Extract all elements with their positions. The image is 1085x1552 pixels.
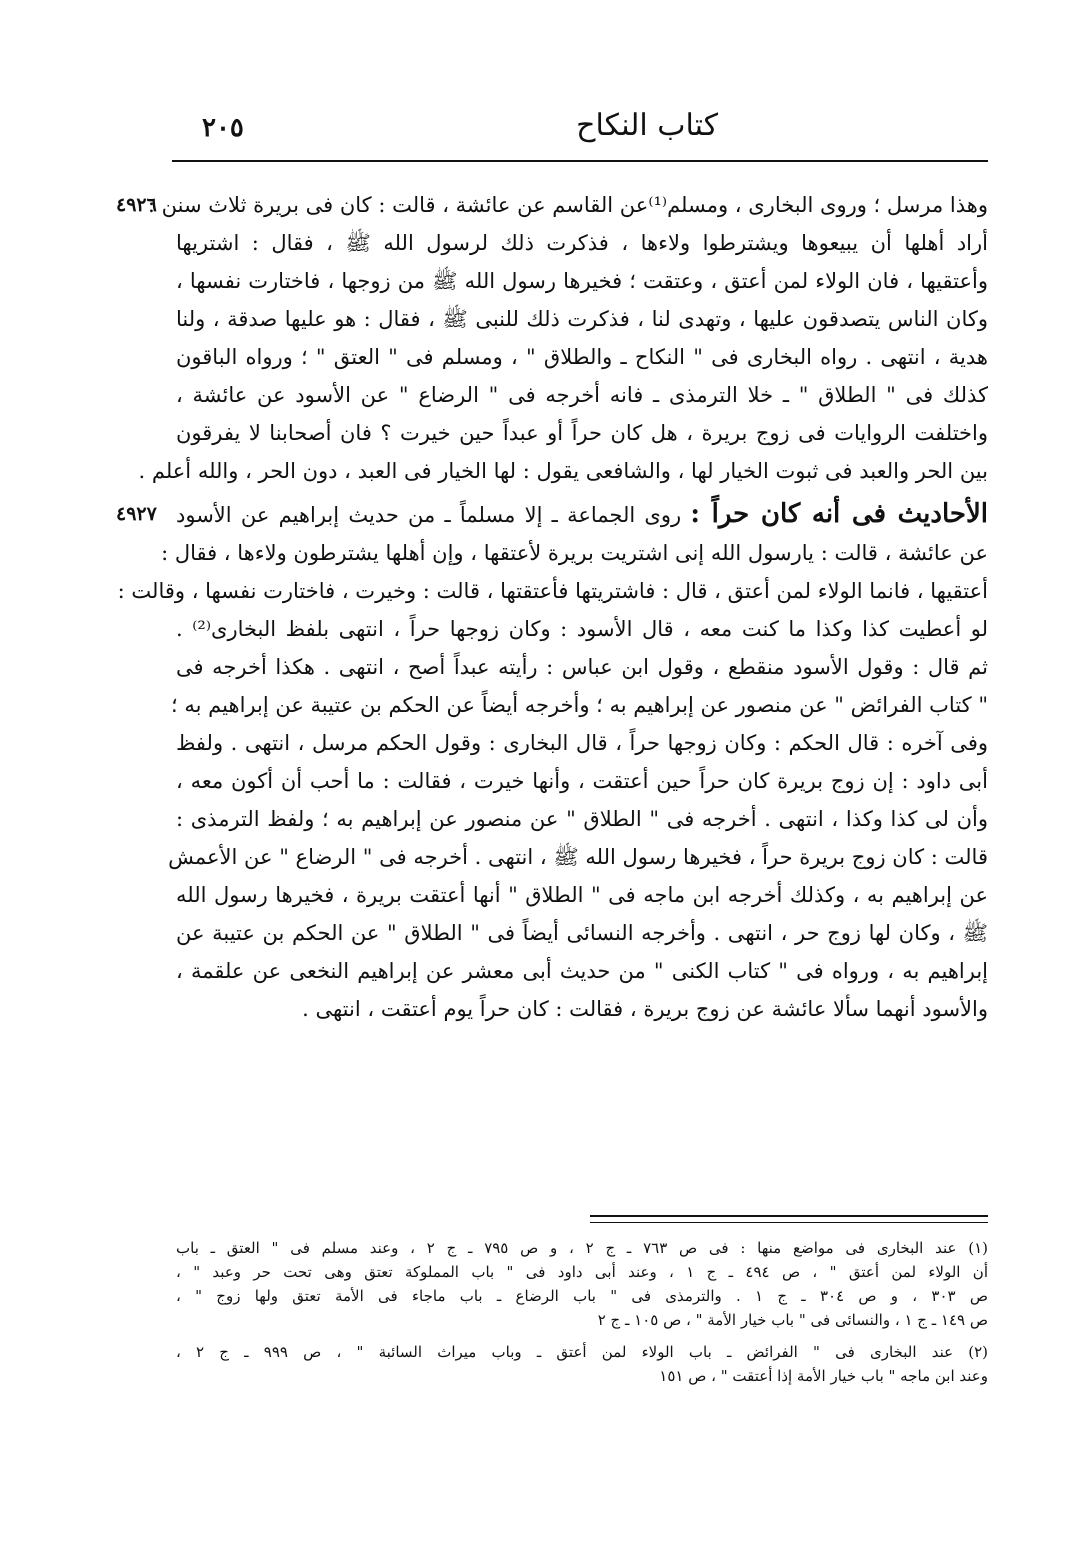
text-line: أراد أهلها أن يبيعوها ويشترطوا ولاءها ، فذكرت ذلك لرسول الله ﷺ ، فقال : اشتريها	[176, 231, 988, 255]
text-line: عن عائشة ، قالت : يارسول الله إنى اشتريت بريرة لأعتقها ، وإن أهلها يشترطون ولاءها ، فقال :	[161, 541, 988, 565]
footnote-line: ص ٣٠٣ ، و ص ٣٠٤ ـ ج ١ . والترمذى فى " باب الرضاع ـ باب ماجاء فى الأمة تعتق ولها زوج " ،	[176, 1287, 988, 1305]
section-heading: الأحاديث فى أنه كان حراً :	[690, 499, 988, 529]
text-line: كذلك فى " الطلاق " ـ خلا الترمذى ـ فانه أخرجه فى " الرضاع " عن الأسود عن عائشة ،	[176, 383, 988, 407]
text-line: أبى داود : إن زوج بريرة كان حراً حين أعتقت ، وأنها خيرت ، فقالت : ما أحب أن أكون معه ،	[176, 769, 988, 793]
text-line: وهذا مرسل ؛ وروى البخارى ، ومسلم⁽¹⁾عن القاسم عن عائشة ، قالت : كان فى بريرة ثلاث سنن :	[147, 193, 988, 217]
footnote-2	[176, 1340, 988, 1388]
footnote-line: (١) عند البخارى فى مواضع منها : فى ص ٧٦٣ ـ ج ٢ ، و ص ٧٩٥ ـ ج ٢ ، وعند مسلم فى " العتق ـ باب	[176, 1239, 988, 1257]
header-divider	[172, 160, 988, 162]
text-line: عن إبراهيم به ، وكذلك أخرجه ابن ماجه فى " الطلاق " أنها أعتقت بريرة ، فخيرها رسول الله	[176, 883, 988, 907]
footnotes	[176, 1236, 988, 1388]
footnote-line: ص ١٤٩ ـ ج ١ ، والنسائى فى " باب خيار الأمة " ، ص ١٠٥ ـ ج ٢	[597, 1311, 988, 1329]
text-line: إبراهيم به ، ورواه فى " كتاب الكنى " من حديث أبى معشر عن إبراهيم النخعى عن علقمة ،	[176, 959, 988, 983]
running-header	[172, 104, 988, 154]
footnote-line: وعند ابن ماجه " باب خيار الأمة إذا أعتقت " ، ص ١٥١	[659, 1367, 988, 1385]
footnote-1	[176, 1236, 988, 1332]
text-line: قالت : كان زوج بريرة حراً ، فخيرها رسول الله ﷺ ، انتهى . أخرجه فى " الرضاع " عن الأعمش	[168, 845, 988, 869]
paragraph-4927	[116, 494, 988, 1028]
text-line: وفى آخره : قال الحكم : وكان زوجها حراً ، قال البخارى : وقول الحكم مرسل ، انتهى . ولفظ	[176, 731, 988, 755]
footnote-line: أن الولاء لمن أعتق " ، ص ٤٩٤ ـ ج ١ ، وعند أبى داود فى " باب المملوكة تعتق وهى تحت حر وعبد " ،	[176, 1263, 988, 1281]
text-line: ثم قال : وقول الأسود منقطع ، وقول ابن عباس : رأيته عبداً أصح ، انتهى . هكذا أخرجه فى	[176, 655, 988, 679]
text-line: بين الحر والعبد فى ثبوت الخيار لها ، والشافعى يقول : لها الخيار فى العبد ، دون الحر ، والله أعلم .	[138, 459, 988, 483]
text-line: وكان الناس يتصدقون عليها ، وتهدى لنا ، فذكرت ذلك للنبى ﷺ ، فقال : هو عليها صدقة ، ولنا	[176, 307, 988, 331]
text-line: واختلفت الروايات فى زوج بريرة ، هل كان حراً أو عبداً حين خيرت ؟ فان أصحابنا لا يفرقون	[176, 421, 988, 445]
text-line: " كتاب الفرائض " عن منصور عن إبراهيم به ؛ وأخرجه أيضاً عن الحكم بن عتيبة عن إبراهيم به ؛	[171, 693, 988, 717]
text-line: والأسود أنهما سألا عائشة عن زوج بريرة ، فقالت : كان حراً يوم أعتقت ، انتهى .	[302, 997, 988, 1021]
text-line: أعتقيها ، فانما الولاء لمن أعتق ، قال : فاشتريتها فأعتقتها ، قالت : وخيرت ، فاختارت نفسها ، وقالت :	[117, 579, 988, 603]
text-line: لو أعطيت كذا وكذا ما كنت معه ، قال الأسود : وكان زوجها حراً ، انتهى بلفظ البخارى⁽²⁾ .	[176, 617, 988, 641]
entry-number: ٤٩٢٦	[116, 194, 157, 216]
page-number: ٢٠٥	[202, 113, 244, 143]
text-line: ﷺ ، وكان لها زوج حر ، انتهى . وأخرجه النسائى أيضاً فى " الطلاق " عن الحكم بن عتيبة عن	[176, 921, 988, 945]
text-line: وأن لى كذا وكذا ، انتهى . أخرجه فى " الطلاق " عن منصور عن إبراهيم به ؛ ولفظ الترمذى :	[176, 807, 988, 831]
text-line: هدية ، انتهى . رواه البخارى فى " النكاح ـ والطلاق " ، ومسلم فى " العتق " ؛ ورواه الباقون	[176, 345, 988, 369]
footnote-divider	[590, 1215, 988, 1223]
paragraph-4926	[116, 186, 988, 490]
heading-continuation: روى الجماعة ـ إلا مسلماً ـ من حديث إبراهيم عن الأسود	[176, 503, 691, 527]
entry-number: ٤٩٢٧	[116, 503, 157, 525]
footnote-line: (٢) عند البخارى فى " الفرائض ـ باب الولاء لمن أعتق ـ وباب ميراث السائبة " ، ص ٩٩٩ ـ ج ٢ ،	[176, 1343, 989, 1361]
main-text	[116, 186, 988, 1028]
chapter-title: كتاب النكاح	[576, 108, 718, 143]
text-line: وأعتقيها ، فان الولاء لمن أعتق ، وعتقت ؛ فخيرها رسول الله ﷺ من زوجها ، فاختارت نفسها ،	[176, 269, 988, 293]
heading-line	[176, 494, 988, 534]
